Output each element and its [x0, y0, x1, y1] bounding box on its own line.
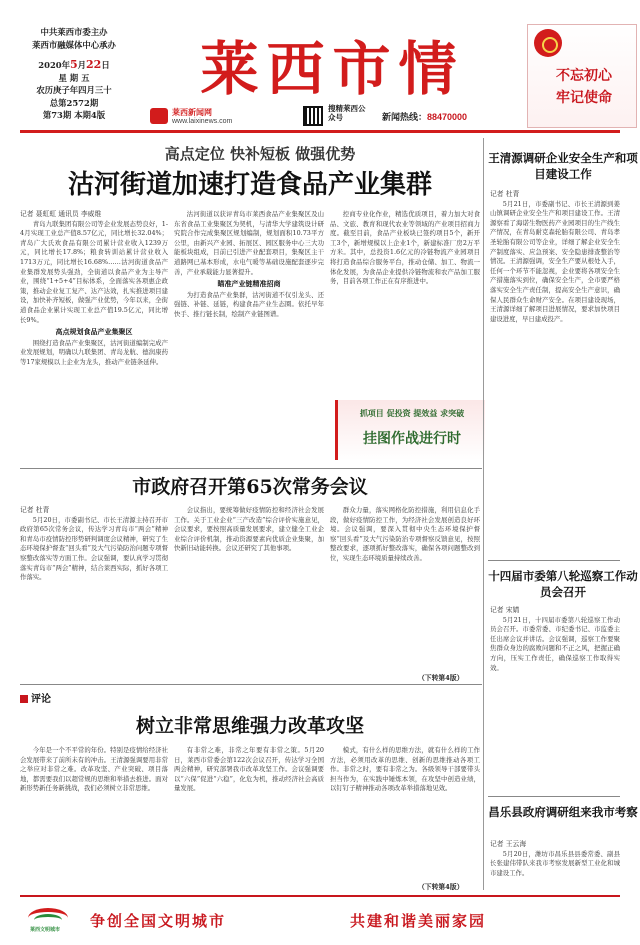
newspaper-title: 莱西市情: [200, 35, 465, 103]
sidebar-story-2: [490, 606, 620, 792]
continue-note[interactable]: （下转第4版）: [418, 674, 464, 682]
masthead-info-panel: [20, 26, 128, 122]
website-link[interactable]: www.laixinews.com: [172, 118, 233, 125]
meeting-paragraph: 会议指出，要统筹做好疫情防控和经济社会发展工作。关于工业企业“三产改造”综合评价实施意见，会议要求，要按照高质量发展要求，建立健全工业企业综合评价机制，推动资源要素向优质企业集聚，加快新旧动能转换。会议还研究了其他事项。: [174, 506, 324, 553]
footer-slogan: 争创全国文明城市: [90, 912, 227, 930]
footer-banner: [20, 900, 620, 940]
section-divider: [20, 684, 482, 685]
sidebar-headline[interactable]: 十四届市委第八轮巡察工作动员会召开: [488, 569, 638, 599]
commentary-paragraph: 有非常之难，非常之年要有非常之策。5月20日，莱西市常委会第122次会议召开，传达学习全国两会精神，研究部署我市改革攻坚工作。会议强调要以“六保”促进“六稳”，化危为机，推动经济社会高质量发展。: [174, 746, 324, 793]
sponsor-line: 中共莱西市委主办: [40, 27, 108, 37]
sidebar-byline: 记者 王云海: [490, 840, 527, 848]
lead-headline[interactable]: 沽河街道加速打造食品产业集群: [67, 170, 432, 200]
total-issue: 总第2572期: [49, 97, 99, 108]
issue-date: 2020年5月22日: [38, 58, 110, 71]
sidebar-headline[interactable]: 昌乐县政府调研组来我市考察: [488, 805, 638, 819]
section-divider: [488, 560, 620, 561]
lead-column-3: [330, 210, 480, 396]
lead-paragraph: 为打造食品产业集群，沽河街道不仅引龙头、还强链、补链、延链，构建食品产业生态圈。依托早年快手、推行链长制，绘制产业链图谱。: [174, 290, 324, 318]
app-logo-icon: [150, 108, 168, 124]
badge-line: 不忘初心: [556, 68, 612, 84]
lead-paragraph: 控商专业化作业，精选优质项目，着力加大对食品、文旅、教育和现代农业等领域的产业项目招商力度。截至目前，食品产业板块已签约项目5个，新开工3个，新增规模以上企业1个，新建标准厂房2万平方米。其中，总投资1.6亿元的冷链物流产业园项目将打造食品综合服务平台，推动仓储、加工、物流一体化发展，为食品企业提供冷链物流和农产品加工服务，目前各项工作正在有序推进中。: [330, 210, 480, 286]
section-divider: [20, 468, 482, 469]
meeting-byline: 记者 杜青: [20, 506, 50, 514]
sidebar-paragraph: 5月21日，十四届市委第八轮巡察工作动员会召开。市委常委、市纪委书记、市监委主任出席会议并讲话。会议强调，巡察工作要聚焦群众身边的腐败问题和不正之风，把握正确方向，压实工作责任，确保巡察工作取得实效。: [490, 615, 620, 672]
column-divider: [483, 138, 484, 890]
lead-paragraph: 沽河街道以获评青岛市莱西食品产业集聚区及山东省食品工业集聚区为契机，与清华大学建筑设计研究院合作完成集聚区规划编制，规划面积10.73平方公里，由新兴产业园、拓展区、园区服务中心三大功能板块组成，目前已引进产业配套项目，集聚区主干道路网已基本形成，水电气暖等基础设施配套逐步完善，产业承载能力显著提升。: [174, 210, 324, 276]
section-divider: [488, 796, 620, 797]
footer-divider: [20, 895, 620, 897]
lead-byline: 记者 聂虹虹 通讯员 李威维: [20, 210, 102, 218]
sidebar-byline: 记者 宋婧: [490, 606, 520, 614]
qr-code-icon: [303, 106, 323, 126]
commentary-headline[interactable]: 树立非常思维强力改革攻坚: [135, 715, 364, 737]
lead-column-1: [20, 210, 168, 466]
sidebar-byline: 记者 杜青: [490, 190, 520, 198]
masthead-contact-bar: [150, 104, 515, 126]
commentary-paragraph: 模式，有什么样的思维方法，就有什么样的工作方法，必须用改革的思维、创新的思维推动各项工作。非常之时，要有非常之为。各级领导干部要带头担当作为，在实践中锤炼本领，在攻坚中创造业绩，以钉钉子精神推动各项改革举措落地见效。: [330, 746, 480, 793]
meeting-column-3: [330, 506, 480, 672]
commentary-column-1: [20, 746, 168, 892]
lead-subtitle: 高点定位 快补短板 做强优势: [164, 145, 356, 163]
campaign-title: 挂图作战进行时: [363, 431, 461, 447]
qr-caption: 搜精莱西公众号: [328, 104, 366, 122]
campaign-slogan: 抓项目 促投资 提效益 求突破: [359, 408, 465, 418]
sidebar-paragraph: 5月20日，潍坊市昌乐县县委常委、副县长张建伟带队来我市考察发展新型工业化和城市建设工作。: [490, 849, 620, 877]
continue-note[interactable]: （下转第4版）: [418, 883, 464, 891]
sponsor-line: 莱西市融媒体中心承办: [32, 39, 116, 50]
commentary-column-3: [330, 746, 480, 880]
lead-subheading: 高点规划食品产业集聚区: [55, 327, 133, 337]
sidebar-story-1: [490, 190, 620, 530]
weekday: 星 期 五: [58, 72, 90, 83]
news-hotline: 新闻热线：88470000: [382, 112, 468, 122]
logo-caption: 莱西文明城市: [30, 927, 61, 933]
lead-paragraph: 青岛九联集团有限公司等企业发展态势良好，1-4月实现工业总产值8.57亿元，同比增长32.04%；青岛广大氏欢食品有限公司累计营业收入1239万元，同比增长17.8%；粮食转训站累计营业收入1713万元，同比增长16.68%……沽河街道食品产业集群发展势头强劲，全街道以食品产业为主导产业，围绕“1+5+4”目标体系，全面落实各项惠企政策，推动企业复工复产、达产达效，扎实推进项目建设，加快补齐短板，做强产业优势，今年以来，全街道食品企业累计实现工业总产值19.5亿元，同比增长9%。: [20, 219, 168, 324]
sidebar-story-3: [490, 840, 620, 890]
commentary-tag: 评论: [20, 690, 90, 705]
meeting-paragraph: 5月20日，市委副书记、市长王清源主持召开市政府第65次常务会议，传达学习青岛市“两会”精神和青岛市疫情防控形势研判调度会议精神，研究了生态环境保护督查“回头看”及大气污染防治问题专项督察整改落实等方面工作。会议强调，要认真学习贯彻落实青岛市“两会”精神，结合莱西实际，抓好各项工作落实。: [20, 515, 168, 582]
app-name: 莱西新闻网: [172, 108, 212, 117]
badge-line: 牢记使命: [556, 90, 612, 106]
sidebar-paragraph: 5月21日，市委副书记、市长王清源到姜山镇调研企业安全生产和项目建设工作。王清源察看了海诺生物医药产业园项目的生产线生产情况，在青岛耐克森轮胎有限公司、青岛孝圣轮胎有限公司等企业，详细了解企业安全生产制度落实、应急预案、安全隐患排查整治等情况。王清源强调，安全生产要从根处入手，任何一个环节不能忽视，企业要将各项安全生产措施落实到位，确保安全生产，全市要严格落实安全生产责任制，提高安全生产意识，确保人民群众生命财产安全。在项目建设现场，王清源详细了解项目进展情况，要求加快项目建设进度，早日建成投产。: [490, 199, 620, 323]
meeting-column-1: [20, 506, 168, 682]
issue-number: 第73期 本期4版: [42, 110, 106, 120]
lead-column-2: [174, 210, 324, 466]
lead-paragraph: 围绕打造食品产业集聚区，沽河街道编制完成产业发展规划，明确以九联集团、青岛龙航、德润康药等17家规模以上企业为龙头，推动产业链条延伸。: [20, 338, 168, 366]
lead-subheading: 瞄准产业链精准招商: [217, 279, 281, 289]
footer-slogan: 共建和谐美丽家园: [350, 912, 487, 930]
campaign-banner: [335, 400, 485, 460]
civilized-city-logo-icon: [22, 906, 74, 936]
masthead-divider: [20, 130, 620, 133]
meeting-paragraph: 群众力量，落实网格化防控措施，利用信息化手段，做好疫情防控工作，为经济社会发展创造良好环境。会议强调，要深入贯彻中央生态环境保护督察“回头看”及大气污染防治专项督察反馈意见，按照整改要求，逐项抓好整改落实，确保各项问题整改到位，实现生态环境质量持续改善。: [330, 506, 480, 562]
meeting-headline[interactable]: 市政府召开第65次常务会议: [132, 476, 368, 498]
commentary-paragraph: 今年是一个不平常的年份。特别是疫情给经济社会发展带来了前所未有的冲击。王清源强调要用非常之举应对非常之难。改革攻坚、产业突破、项目落地，都需要我们以超常规的思维和举措去推进。面对新形势新任务新挑战，我们必须树立非常思维。: [20, 746, 168, 793]
slogan-badge: [527, 24, 637, 128]
party-emblem-icon: [534, 29, 562, 57]
meeting-column-2: [174, 506, 324, 682]
lunar-date: 农历庚子年四月三十: [36, 85, 112, 95]
masthead: [0, 0, 640, 136]
sidebar-headline[interactable]: 王清源调研企业安全生产和项目建设工作: [488, 151, 638, 181]
commentary-column-2: [174, 746, 324, 892]
